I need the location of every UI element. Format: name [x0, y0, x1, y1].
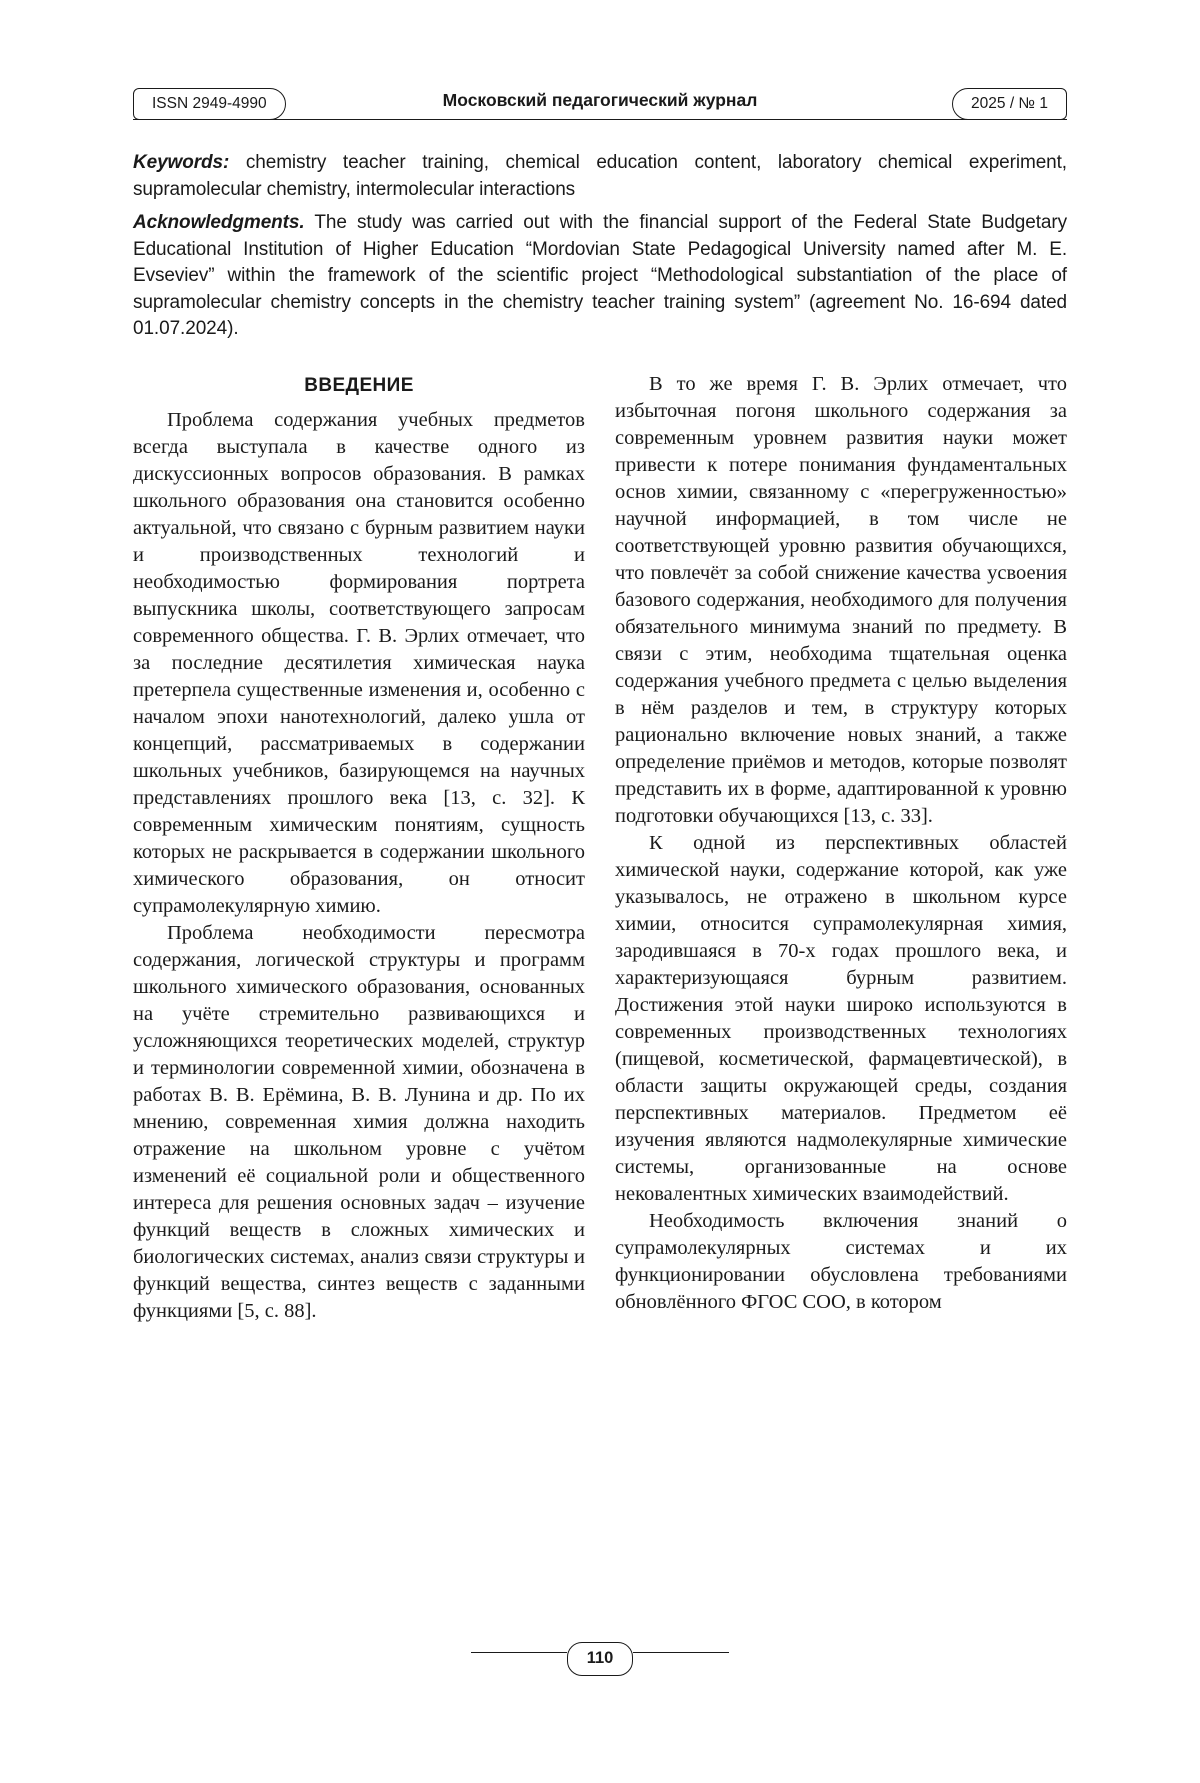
body-paragraph: Необходимость включения знаний о супрамолекулярных системах и их функционировании обусловлена требованиями обновлённого ФГОС СОО, в котором — [615, 1209, 1067, 1313]
footer-rule-right — [633, 1652, 729, 1653]
keywords-text: chemistry teacher training, chemical education content, laboratory chemical experiment, supramolecular chemistry, intermolecular interactions — [133, 152, 1067, 200]
page-footer — [0, 1642, 1200, 1676]
left-column — [133, 371, 585, 1325]
body-paragraph: В то же время Г. В. Эрлих отмечает, что избыточная погоня школьного содержания за современным уровнем развития науки может привести к потере понимания фундаментальных основ химии, связанному с «перегруженностью» научной информацией, в том числе не соответствующей уровню развития обучающихся, что повлечёт за собой снижение качества усвоения базового содержания, необходимого для получения обязательного минимума знаний по предмету. В связи с этим, необходима тщательная оценка содержания учебного предмета с целью выделения в нём разделов и тем, в структуру которых рационально включение новых знаний, а также определение приёмов и методов, которые позволят представить их в форме, адаптированной к уровню подготовки обучающихся [13, с. 33]. — [615, 372, 1067, 827]
body-paragraph: Проблема содержания учебных предметов всегда выступала в качестве одного из дискуссионных вопросов образования. В рамках школьного образования она становится особенно актуальной, что связано с бурным развитием науки и производственных технологий и необходимостью формирования портрета выпускника школы, соответствующего запросам современного общества. Г. В. Эрлих отмечает, что за последние десятилетия химическая наука претерпела существенные изменения и, особенно с началом эпохи нанотехнологий, далеко ушла от концепций, рассматриваемых в содержании школьных учебников, базирующемся на научных представлениях прошлого века [13, с. 32]. К современным химическим понятиям, сущность которых не раскрывается в содержании школьного химического образования, он относит супрамолекулярную химию. — [133, 408, 585, 917]
journal-title: Московский педагогический журнал — [442, 90, 758, 110]
issn-text: ISSN 2949-4990 — [152, 94, 267, 112]
footer-rule-left — [471, 1652, 567, 1653]
section-heading: ВВЕДЕНИЕ — [304, 374, 414, 396]
body-paragraph: Проблема необходимости пересмотра содержания, логической структуры и программ школьного химического образования, основанных на учёте стремительно развивающихся и усложняющихся теоретических моделей, структур и терминологии современной химии, обозначена в работах В. В. Ерёмина, В. В. Лунина и др. По их мнению, современная химия должна находить отражение на школьном уровне с учётом изменений её социальной роли и общественного интереса для решения основных задач – изучение функций веществ в сложных химических и биологических системах, анализ связи структуры и функций вещества, синтез веществ с заданными функциями [5, с. 88]. — [133, 921, 585, 1322]
front-matter — [133, 150, 1067, 343]
page-header — [133, 84, 1067, 120]
keywords-label: Keywords: — [133, 152, 230, 173]
issn-tab — [133, 88, 286, 121]
acknowledgments-label: Acknowledgments. — [133, 212, 305, 233]
issue-tab — [952, 88, 1067, 121]
acknowledgments-paragraph — [133, 210, 1067, 343]
issue-text: 2025 / № 1 — [971, 94, 1048, 112]
page-number: 110 — [567, 1642, 634, 1676]
right-column — [615, 371, 1067, 1325]
acknowledgments-text: The study was carried out with the financial support of the Federal State Budgetary Educational Institution of Higher Education “Mordovian State Pedagogical University named after M. E. Evseviev” within the framework of the scientific project “Methodological substantiation of the place of supramolecular chemistry concepts in the chemistry teacher training system” (agreement No. 16-694 dated 01.07.2024). — [133, 212, 1067, 339]
keywords-paragraph — [133, 150, 1067, 203]
body-paragraph: К одной из перспективных областей химической науки, содержание которой, как уже указывалось, не отражено в школьном курсе химии, относится супрамолекулярная химия, зародившаяся в 70-х годах прошлого века, и характеризующаяся бурным развитием. Достижения этой науки широко используются в современных производственных технологиях (пищевой, косметической, фармацевтической), в области защиты окружающей среды, создания перспективных материалов. Предметом её изучения являются надмолекулярные химические системы, организованные на основе нековалентных химических взаимодействий. — [615, 831, 1067, 1205]
article-body — [133, 371, 1067, 1325]
